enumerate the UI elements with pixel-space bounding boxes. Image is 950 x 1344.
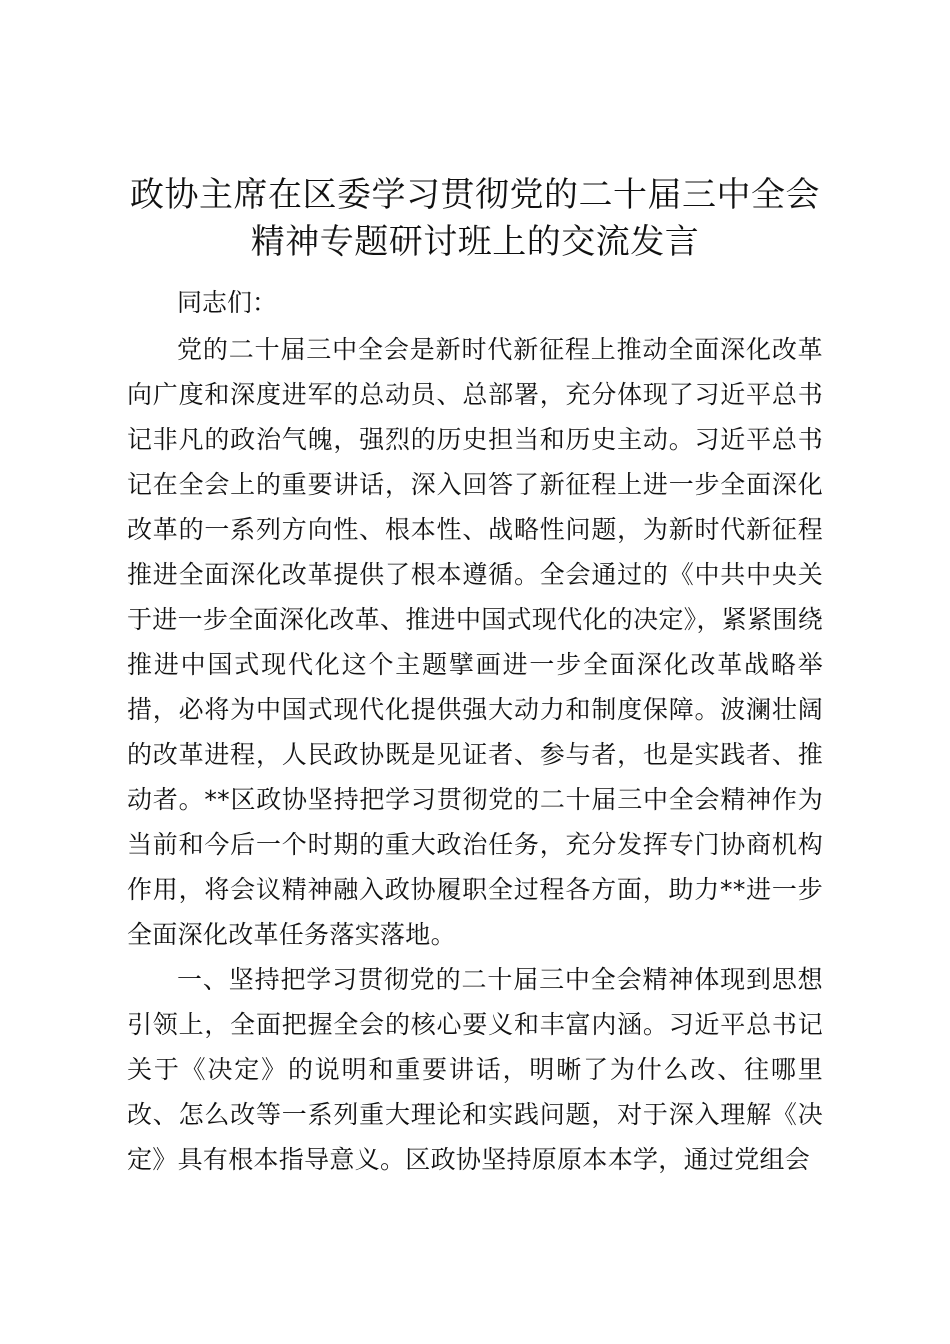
title-line-2: 精神专题研讨班上的交流发言	[250, 222, 700, 262]
greeting: 同志们：	[177, 288, 278, 317]
document-body	[127, 280, 823, 1182]
title-line-1: 政协主席在区委学习贯彻党的二十届三中全会	[130, 175, 820, 215]
paragraph-2: 一、坚持把学习贯彻党的二十届三中全会精神体现到思想引领上，全面把握全会的核心要义和丰富内涵。习近平总书记关于《决定》的说明和重要讲话，明晰了为什么改、往哪里改、怎么改等一系列重大理论和实践问题，对于深入理解《决定》具有根本指导意义。区政协坚持原原本本学，通过党组会	[127, 965, 823, 1174]
document-title	[80, 172, 870, 266]
paragraph-1: 党的二十届三中全会是新时代新征程上推动全面深化改革向广度和深度进军的总动员、总部署，充分体现了习近平总书记非凡的政治气魄，强烈的历史担当和历史主动。习近平总书记在全会上的重要讲话，深入回答了新征程上进一步全面深化改革的一系列方向性、根本性、战略性问题，为新时代新征程推进全面深化改革提供了根本遵循。全会通过的《中共中央关于进一步全面深化改革、推进中国式现代化的决定》，紧紧围绕推进中国式现代化这个主题擘画进一步全面深化改革战略举措，必将为中国式现代化提供强大动力和制度保障。波澜壮阔的改革进程，人民政协既是见证者、参与者，也是实践者、推动者。**区政协坚持把学习贯彻党的二十届三中全会精神作为当前和今后一个时期的重大政治任务，充分发挥专门协商机构作用，将会议精神融入政协履职全过程各方面，助力**进一步全面深化改革任务落实落地。	[127, 335, 823, 949]
